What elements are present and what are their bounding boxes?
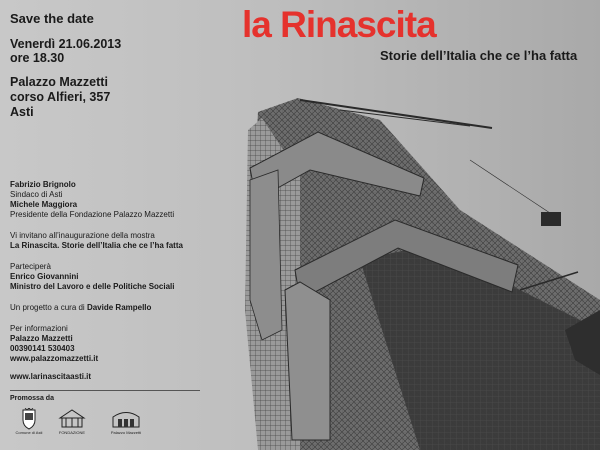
info-label: Per informazioni bbox=[10, 324, 68, 333]
info-phone: 00390141 530403 bbox=[10, 344, 75, 353]
fondazione-logo bbox=[52, 408, 92, 435]
city-crest-caption: Comune di Asti bbox=[15, 430, 43, 435]
promoted-by-label: Promossa da bbox=[10, 395, 54, 402]
info-name: Palazzo Mazzetti bbox=[10, 334, 73, 343]
city-crest-logo bbox=[14, 408, 44, 435]
curator-name: Davide Rampello bbox=[86, 303, 152, 312]
guest-name: Enrico Giovannini bbox=[10, 272, 79, 281]
venue-address: corso Alfieri, 357 bbox=[10, 90, 111, 104]
curator-line bbox=[10, 303, 151, 313]
footer-divider bbox=[10, 390, 200, 391]
event-title: la Rinascita bbox=[242, 4, 436, 45]
event-subtitle: Storie dell’Italia che ce l’ha fatta bbox=[380, 48, 578, 63]
curator-prefix: Un progetto a cura di bbox=[10, 303, 85, 312]
host1-role: Sindaco di Asti bbox=[10, 190, 63, 199]
host2-name: Michele Maggiora bbox=[10, 200, 78, 209]
save-the-date-label: Save the date bbox=[10, 11, 94, 26]
participates-label: Parteciperà bbox=[10, 262, 51, 271]
palazzo-caption: Palazzo Mazzetti bbox=[110, 430, 142, 435]
guest-role: Ministro del Lavoro e delle Politiche Sociali bbox=[10, 282, 175, 291]
exhibition-website-link[interactable]: www.larinascitaasti.it bbox=[10, 372, 92, 381]
venue-city: Asti bbox=[10, 105, 34, 119]
palazzo-logo-icon bbox=[109, 408, 143, 430]
palazzo-logo bbox=[104, 408, 148, 435]
host2-role: Presidente della Fondazione Palazzo Mazzetti bbox=[10, 210, 175, 219]
city-crest-icon bbox=[21, 408, 37, 430]
host1-name: Fabrizio Brignolo bbox=[10, 180, 76, 189]
fondazione-logo-icon bbox=[55, 408, 89, 430]
event-date: Venerdì 21.06.2013 bbox=[10, 37, 122, 51]
venue-name: Palazzo Mazzetti bbox=[10, 75, 108, 89]
fondazione-caption: FONDAZIONE bbox=[58, 430, 86, 435]
invite-line: Vi invitano all’inaugurazione della mostra bbox=[10, 231, 155, 240]
exhibition-title: La Rinascita. Storie dell’Italia che ce l’ha fatta bbox=[10, 241, 183, 250]
event-time: ore 18.30 bbox=[10, 51, 65, 65]
info-website-link[interactable]: www.palazzomazzetti.it bbox=[10, 354, 99, 363]
